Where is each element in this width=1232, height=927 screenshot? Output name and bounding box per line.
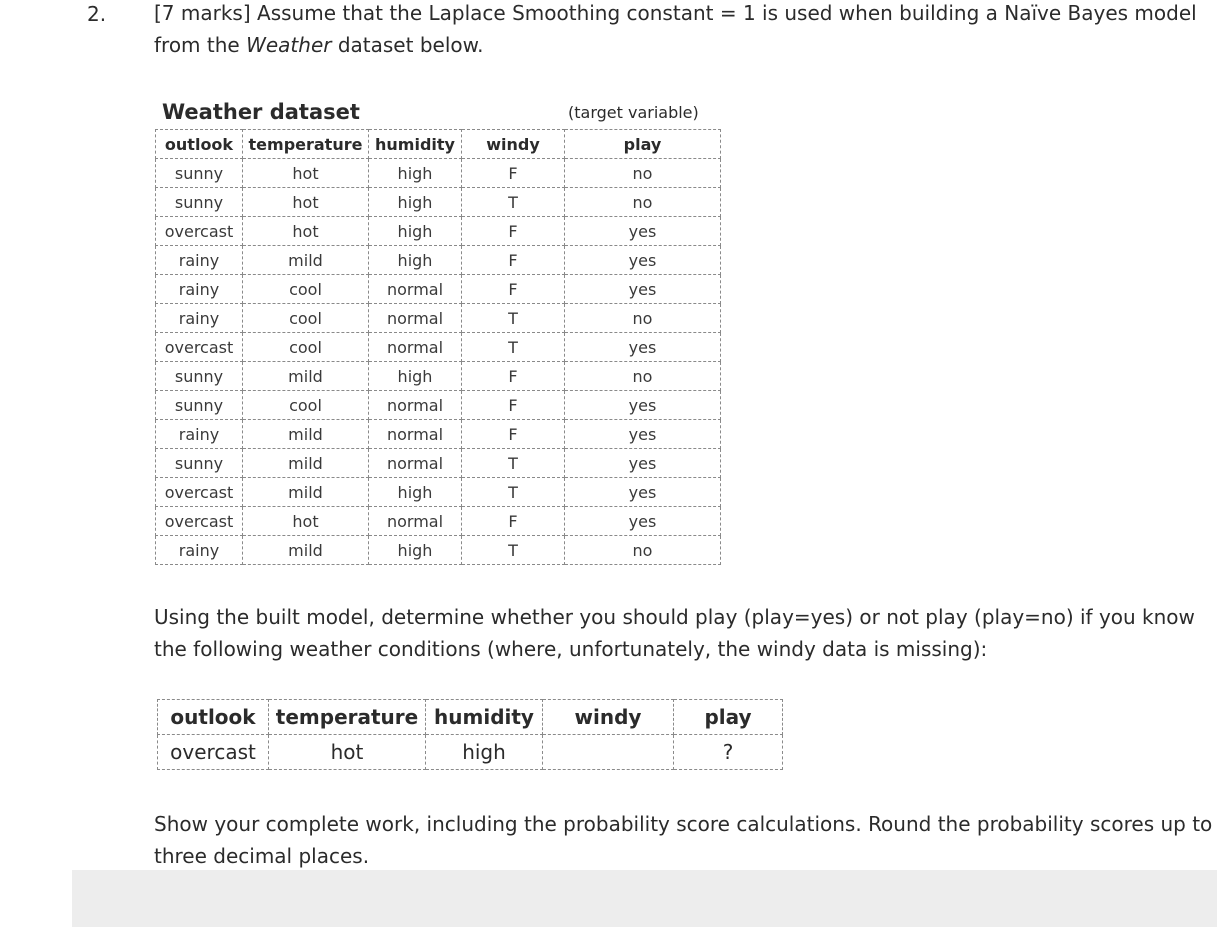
- cell-humidity: normal: [369, 391, 462, 420]
- cell-play: no: [565, 304, 721, 333]
- cell-play: yes: [565, 275, 721, 304]
- closing-instructions: Show your complete work, including the probability score calculations. Round the probability scores up to three decimal places.: [154, 812, 1213, 868]
- cell-outlook: sunny: [156, 159, 243, 188]
- cell-play: no: [565, 536, 721, 565]
- weather-dataset-table: [155, 129, 721, 565]
- column-header-play: play: [565, 130, 721, 159]
- query-cell-outlook: overcast: [158, 735, 269, 770]
- cell-outlook: rainy: [156, 304, 243, 333]
- cell-play: yes: [565, 478, 721, 507]
- cell-temperature: cool: [243, 391, 369, 420]
- cell-windy: T: [462, 188, 565, 217]
- cell-temperature: cool: [243, 304, 369, 333]
- cell-outlook: rainy: [156, 536, 243, 565]
- cell-outlook: overcast: [156, 333, 243, 362]
- cell-temperature: hot: [243, 188, 369, 217]
- query-table: [157, 699, 783, 770]
- table-row: [156, 362, 721, 391]
- table-row: [156, 159, 721, 188]
- cell-outlook: overcast: [156, 217, 243, 246]
- cell-humidity: high: [369, 536, 462, 565]
- cell-play: yes: [565, 420, 721, 449]
- intro-text-after: dataset below.: [331, 33, 484, 57]
- dataset-header-row: [156, 130, 721, 159]
- cell-humidity: high: [369, 478, 462, 507]
- dataset-title: Weather dataset: [162, 100, 360, 124]
- cell-play: yes: [565, 217, 721, 246]
- cell-temperature: mild: [243, 536, 369, 565]
- query-cell-windy: [543, 735, 674, 770]
- table-row: [156, 217, 721, 246]
- cell-windy: T: [462, 536, 565, 565]
- table-row: [156, 420, 721, 449]
- question-number: 2.: [87, 2, 107, 26]
- cell-windy: F: [462, 391, 565, 420]
- table-row: [156, 246, 721, 275]
- cell-play: no: [565, 159, 721, 188]
- cell-outlook: rainy: [156, 420, 243, 449]
- intro-text-before: Assume that the Laplace Smoothing constant = 1 is used when building a Naïve Bayes model from the: [154, 1, 1197, 57]
- cell-outlook: overcast: [156, 507, 243, 536]
- query-value-row: [158, 735, 783, 770]
- table-row: [156, 507, 721, 536]
- cell-windy: F: [462, 420, 565, 449]
- cell-play: yes: [565, 246, 721, 275]
- cell-humidity: high: [369, 217, 462, 246]
- query-cell-temperature: hot: [269, 735, 426, 770]
- column-header-humidity: humidity: [369, 130, 462, 159]
- instructions-text: Using the built model, determine whether you should play (play=yes) or not play (play=no) if you know the following weather conditions (where, unfortunately, the windy data is missing):: [154, 605, 1195, 661]
- query-header-windy: windy: [543, 700, 674, 735]
- table-row: [156, 304, 721, 333]
- intro-dataset-name: Weather: [246, 33, 332, 57]
- cell-temperature: mild: [243, 449, 369, 478]
- cell-play: yes: [565, 507, 721, 536]
- cell-outlook: sunny: [156, 449, 243, 478]
- cell-temperature: hot: [243, 159, 369, 188]
- cell-humidity: high: [369, 159, 462, 188]
- query-header-play: play: [674, 700, 783, 735]
- cell-temperature: cool: [243, 333, 369, 362]
- cell-windy: T: [462, 478, 565, 507]
- cell-humidity: normal: [369, 449, 462, 478]
- cell-humidity: normal: [369, 507, 462, 536]
- cell-windy: F: [462, 246, 565, 275]
- cell-windy: T: [462, 449, 565, 478]
- cell-temperature: cool: [243, 275, 369, 304]
- cell-play: no: [565, 362, 721, 391]
- cell-temperature: mild: [243, 420, 369, 449]
- cell-play: yes: [565, 391, 721, 420]
- table-row: [156, 536, 721, 565]
- cell-outlook: rainy: [156, 275, 243, 304]
- answer-area[interactable]: [72, 870, 1217, 927]
- cell-humidity: high: [369, 246, 462, 275]
- query-header-temperature: temperature: [269, 700, 426, 735]
- cell-outlook: rainy: [156, 246, 243, 275]
- cell-windy: F: [462, 159, 565, 188]
- cell-temperature: mild: [243, 362, 369, 391]
- cell-temperature: hot: [243, 507, 369, 536]
- query-cell-humidity: high: [426, 735, 543, 770]
- target-variable-note: (target variable): [568, 103, 699, 122]
- cell-windy: T: [462, 304, 565, 333]
- dataset-body: [156, 159, 721, 565]
- cell-outlook: sunny: [156, 188, 243, 217]
- cell-play: yes: [565, 333, 721, 362]
- table-row: [156, 333, 721, 362]
- cell-windy: F: [462, 507, 565, 536]
- cell-humidity: normal: [369, 275, 462, 304]
- question-intro: [154, 0, 1214, 61]
- cell-play: yes: [565, 449, 721, 478]
- column-header-outlook: outlook: [156, 130, 243, 159]
- cell-humidity: normal: [369, 333, 462, 362]
- query-header-humidity: humidity: [426, 700, 543, 735]
- cell-humidity: normal: [369, 420, 462, 449]
- cell-temperature: mild: [243, 478, 369, 507]
- cell-humidity: high: [369, 362, 462, 391]
- cell-outlook: overcast: [156, 478, 243, 507]
- query-header-outlook: outlook: [158, 700, 269, 735]
- cell-temperature: hot: [243, 217, 369, 246]
- table-row: [156, 275, 721, 304]
- cell-windy: T: [462, 333, 565, 362]
- cell-windy: F: [462, 362, 565, 391]
- cell-windy: F: [462, 217, 565, 246]
- query-header-row: [158, 700, 783, 735]
- cell-windy: F: [462, 275, 565, 304]
- table-row: [156, 449, 721, 478]
- cell-outlook: sunny: [156, 391, 243, 420]
- cell-outlook: sunny: [156, 362, 243, 391]
- query-cell-play: ?: [674, 735, 783, 770]
- cell-humidity: normal: [369, 304, 462, 333]
- table-row: [156, 391, 721, 420]
- cell-humidity: high: [369, 188, 462, 217]
- cell-play: no: [565, 188, 721, 217]
- column-header-temperature: temperature: [243, 130, 369, 159]
- cell-temperature: mild: [243, 246, 369, 275]
- question-marks: [7 marks]: [154, 1, 251, 25]
- table-row: [156, 188, 721, 217]
- table-row: [156, 478, 721, 507]
- column-header-windy: windy: [462, 130, 565, 159]
